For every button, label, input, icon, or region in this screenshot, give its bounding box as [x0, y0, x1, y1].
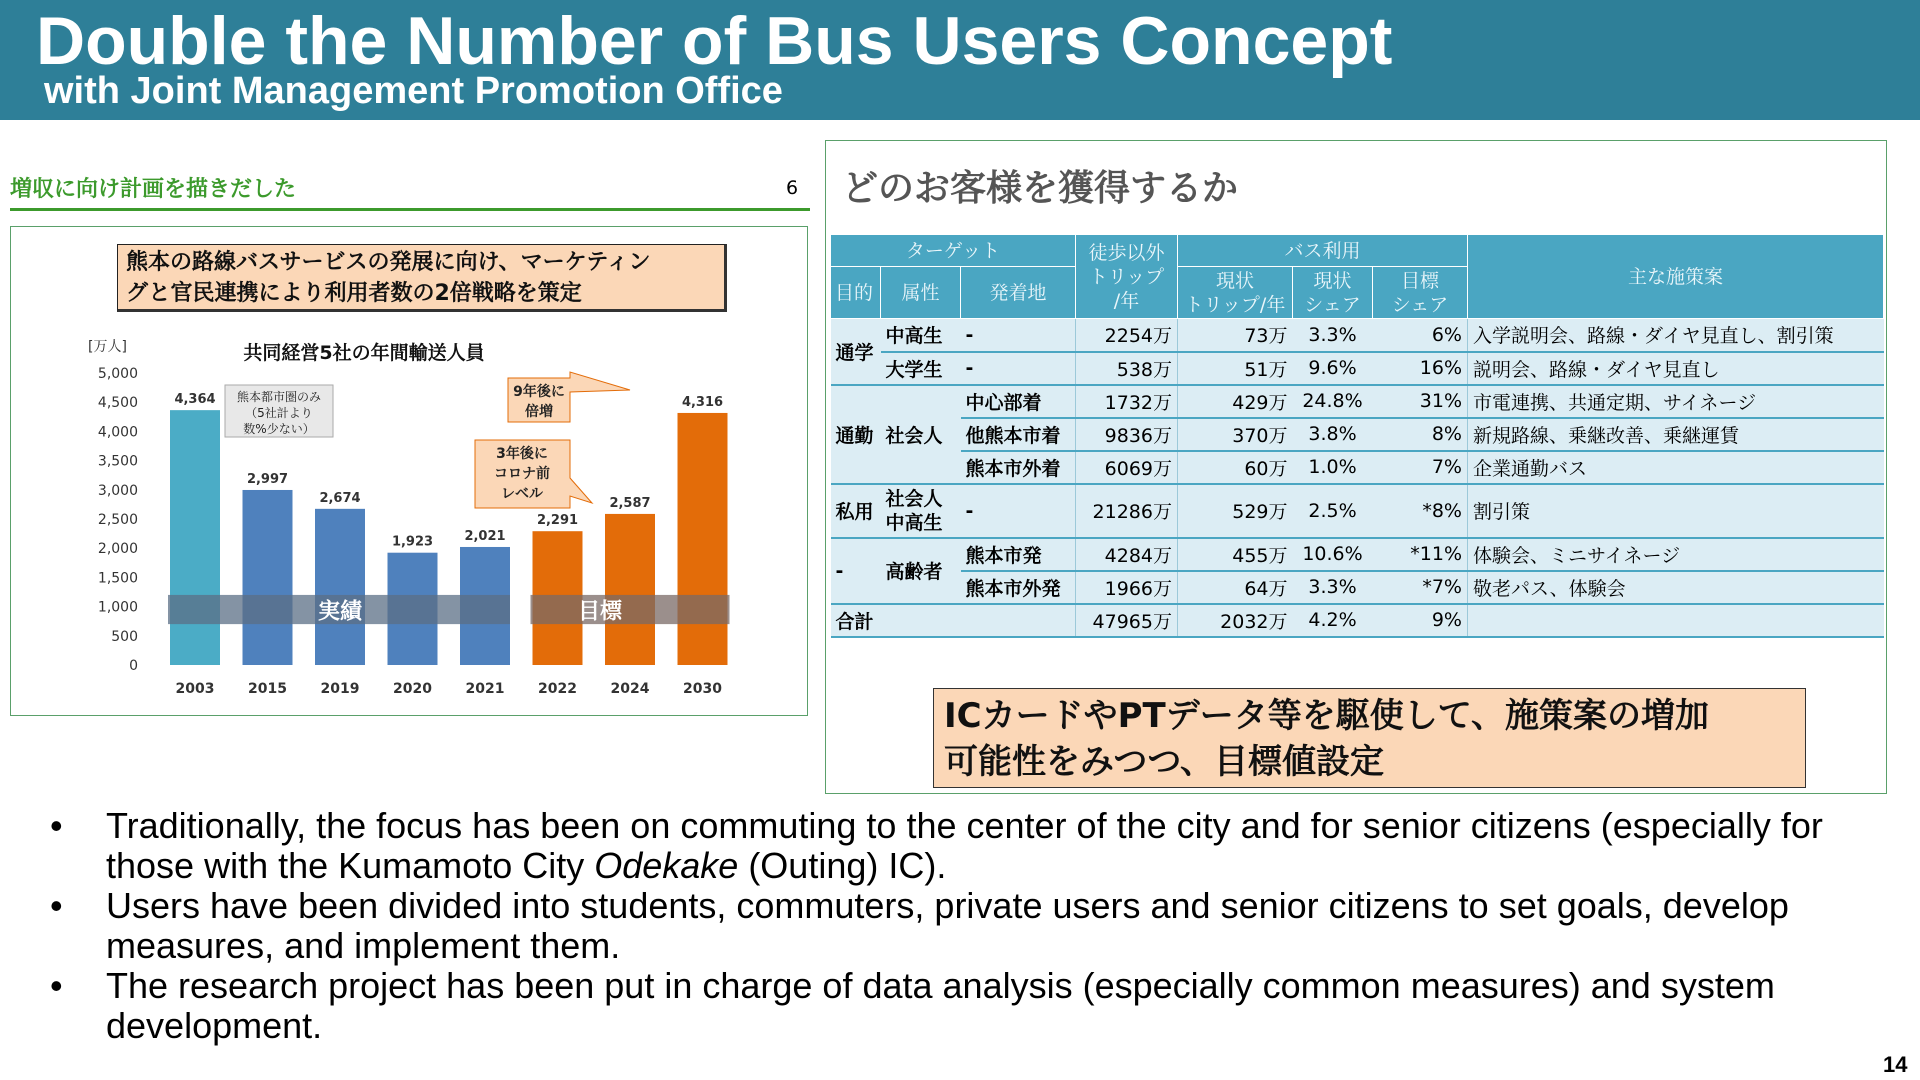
cell-goal: 31%: [1373, 385, 1468, 418]
cell-attr-private: [881, 484, 961, 538]
cell-cur-trips: 455万: [1178, 538, 1293, 571]
cell-cur-trips: 51万: [1178, 352, 1293, 385]
strategy-callout-line2: グと官民連携により利用者数の2倍戦略を策定: [126, 281, 582, 306]
y-tick-label: 500: [111, 628, 138, 645]
cell-measures: 入学説明会、路線・ダイヤ見直し、割引策: [1468, 319, 1884, 352]
chart-title: 共同経営5社の年間輸送人員: [243, 342, 485, 364]
cell-cur-share: 3.3%: [1293, 571, 1373, 604]
th-current-trips-l1: 現状: [1215, 269, 1254, 292]
note2003-line: 熊本都市圏のみ: [236, 390, 322, 404]
band-target-label: 目標: [577, 599, 623, 625]
left-panel-heading: 増収に向け計画を描きだした: [10, 177, 297, 202]
cell-purpose-work: 通勤: [831, 385, 881, 484]
cell-cur-trips: 2032万: [1178, 604, 1293, 637]
cell-measures: 新規路線、乗継改善、乗継運賃: [1468, 418, 1884, 451]
cell-dest: -: [961, 352, 1076, 385]
bullet-item: [48, 886, 1888, 966]
cell-cur-share: 3.8%: [1293, 418, 1373, 451]
th-bus-use: バス利用: [1178, 235, 1468, 267]
cell-measures: 企業通勤バス: [1468, 451, 1884, 484]
cell-attr-senior: 高齢者: [881, 538, 961, 604]
cell-dest: 熊本市発: [961, 538, 1076, 571]
th-goal-share: [1373, 267, 1468, 319]
cell-trips: 6069万: [1076, 451, 1178, 484]
bullet-1-italic: Odekake: [594, 845, 739, 886]
cell-cur-share: 2.5%: [1293, 484, 1373, 538]
th-current-trips: [1178, 267, 1293, 319]
slide-subtitle: with Joint Management Promotion Office: [44, 70, 783, 112]
cell-cur-trips: 73万: [1178, 319, 1293, 352]
th-current-share-l2: シェア: [1304, 293, 1361, 316]
y-tick-label: 2,500: [97, 512, 138, 528]
th-target: ターゲット: [831, 235, 1076, 267]
note2003-line: （5社計より: [245, 406, 313, 420]
cell-dest: -: [961, 319, 1076, 352]
cell-cur-trips: 64万: [1178, 571, 1293, 604]
table-row: [831, 538, 1884, 571]
cell-trips: 1966万: [1076, 571, 1178, 604]
cell-goal: *11%: [1373, 538, 1468, 571]
cell-goal: *8%: [1373, 484, 1468, 538]
target-setting-callout: [933, 688, 1806, 788]
band-target: [531, 595, 730, 624]
th-current-share: [1293, 267, 1373, 319]
bar-value-label: 1,923: [391, 534, 434, 550]
bar-value-label: 2,674: [319, 490, 361, 506]
note-3years: [494, 445, 550, 502]
th-goal-share-l2: シェア: [1391, 293, 1449, 316]
cell-cur-trips: 60万: [1178, 451, 1293, 484]
table-row: [831, 385, 1884, 418]
cell-purpose-private: 私用: [831, 484, 881, 538]
note3-line: コロナ前: [494, 466, 550, 482]
th-goal-share-l1: 目標: [1400, 269, 1439, 292]
cell-trips: 2254万: [1076, 319, 1178, 352]
cell-trips: 21286万: [1076, 484, 1178, 538]
cell-goal: *7%: [1373, 571, 1468, 604]
y-tick-label: 5,000: [97, 366, 138, 382]
ridership-bar-chart: [60, 330, 750, 706]
bullet-item: [48, 966, 1888, 1046]
strategy-callout: [117, 244, 727, 312]
cell-cur-trips: 370万: [1178, 418, 1293, 451]
strategy-callout-line1: 熊本の路線バスサービスの発展に向け、マーケティン: [126, 250, 651, 275]
bar-value-label: 4,316: [681, 394, 724, 410]
bullet-dot: •: [50, 965, 63, 1006]
x-category-label: 2030: [683, 681, 722, 697]
cell-attr-private-l1: 社会人: [885, 487, 943, 510]
bullet-1-text: Traditionally, the focus has been on commuting to the center of the city and for senior citizens (especially for those with the Kumamoto City: [106, 805, 1823, 886]
cell-dest: 他熊本市着: [961, 418, 1076, 451]
table-row-total: [831, 604, 1884, 637]
note3-line: 3年後に: [496, 446, 548, 462]
table-row: [831, 571, 1884, 604]
y-tick-label: 1,500: [97, 570, 138, 587]
cell-attr-work: 社会人: [881, 385, 961, 484]
th-attribute: 属性: [881, 267, 961, 319]
cell-measures: 市電連携、共通定期、サイネージ: [1468, 385, 1884, 418]
th-current-trips-l2: トリップ/年: [1184, 293, 1286, 316]
target-setting-callout-line1: ICカードやPTデータ等を駆使して、施策案の増加: [944, 696, 1710, 736]
note9-line: 倍増: [525, 404, 553, 420]
x-category-label: 2003: [175, 681, 215, 697]
x-category-label: 2020: [393, 681, 432, 697]
x-category-label: 2019: [320, 681, 360, 697]
right-panel-heading: どのお客様を獲得するか: [842, 168, 1239, 209]
cell-goal: 6%: [1373, 319, 1468, 352]
x-category-label: 2021: [465, 681, 505, 697]
x-category-label: 2024: [610, 681, 650, 697]
cell-trips: 9836万: [1076, 418, 1178, 451]
cell-dest: 熊本市外発: [961, 571, 1076, 604]
target-setting-callout-line2: 可能性をみつつ、目標値設定: [944, 742, 1384, 782]
th-current-share-l1: 現状: [1313, 269, 1352, 292]
th-purpose: 目的: [831, 267, 881, 319]
slide-title: Double the Number of Bus Users Concept: [36, 3, 1393, 79]
cell-attr: 中高生: [881, 319, 961, 352]
left-heading-underline: [10, 208, 810, 211]
note2003-line: 数%少ない）: [243, 422, 315, 436]
y-tick-label: 4,000: [97, 424, 138, 441]
cell-goal: 8%: [1373, 418, 1468, 451]
cell-trips: 538万: [1076, 352, 1178, 385]
th-destination: 発着地: [961, 267, 1076, 319]
note-2003: [237, 389, 321, 436]
cell-measures: [1468, 604, 1884, 637]
target-customer-table: [830, 234, 1884, 638]
bar-2015: [243, 490, 293, 665]
bullet-item: [48, 806, 1888, 886]
cell-dest: 中心部着: [961, 385, 1076, 418]
cell-purpose-dash: -: [831, 538, 881, 604]
table-row: [831, 352, 1884, 385]
cell-attr: 大学生: [881, 352, 961, 385]
bar-value-label: 2,997: [246, 471, 289, 487]
table-row: [831, 484, 1884, 538]
bar-value-label: 2,021: [464, 528, 506, 544]
table-row: [831, 319, 1884, 352]
th-non-walk-l2: トリップ: [1088, 265, 1165, 288]
title-banner: [0, 0, 1920, 120]
bar-2030: [678, 413, 728, 665]
x-category-label: 2015: [248, 681, 287, 697]
cell-goal: 9%: [1373, 604, 1468, 637]
th-measures: 主な施策案: [1468, 235, 1884, 319]
cell-measures: 体験会、ミニサイネージ: [1468, 538, 1884, 571]
cell-cur-trips: 429万: [1178, 385, 1293, 418]
bar-value-label: 2,291: [536, 513, 579, 529]
cell-purpose-school: 通学: [831, 319, 881, 385]
cell-cur-share: 9.6%: [1293, 352, 1373, 385]
y-tick-label: 3,000: [97, 482, 138, 499]
cell-trips: 4284万: [1076, 538, 1178, 571]
bar-value-label: 4,364: [174, 392, 216, 408]
cell-cur-share: 3.3%: [1293, 319, 1373, 352]
slide-number: 14: [1883, 1052, 1908, 1077]
cell-dest: -: [961, 484, 1076, 538]
y-tick-label: 2,000: [97, 541, 138, 558]
cell-measures: 割引策: [1468, 484, 1884, 538]
cell-dest: 熊本市外着: [961, 451, 1076, 484]
bullet-2-text: Users have been divided into students, commuters, private users and senior citizens to set goals, develop measures, and implement them.: [106, 885, 1789, 966]
cell-cur-trips: 529万: [1178, 484, 1293, 538]
cell-goal: 7%: [1373, 451, 1468, 484]
bar-value-label: 2,587: [609, 495, 651, 511]
note9-line: 9年後に: [513, 384, 565, 400]
cell-cur-share: 24.8%: [1293, 385, 1373, 418]
cell-cur-share: 10.6%: [1293, 538, 1373, 571]
table-row: [831, 451, 1884, 484]
band-actual-label: 実績: [317, 599, 363, 625]
y-tick-label: 3,500: [97, 453, 138, 470]
bullet-list: [48, 806, 1888, 1046]
cell-total-label: 合計: [831, 604, 1076, 637]
cell-cur-share: 1.0%: [1293, 451, 1373, 484]
cell-trips: 47965万: [1076, 604, 1178, 637]
cell-measures: 敬老パス、体験会: [1468, 571, 1884, 604]
cell-measures: 説明会、路線・ダイヤ見直し: [1468, 352, 1884, 385]
cell-cur-share: 4.2%: [1293, 604, 1373, 637]
bullet-dot: •: [50, 805, 63, 846]
left-panel-page-number: 6: [786, 177, 799, 199]
cell-goal: 16%: [1373, 352, 1468, 385]
bar-2024: [605, 514, 655, 665]
table-row: [831, 418, 1884, 451]
bullet-3-text: The research project has been put in charge of data analysis (especially common measures) and system development.: [106, 965, 1775, 1046]
y-tick-label: 0: [129, 658, 138, 674]
bullet-dot: •: [50, 885, 63, 926]
bar-2003: [170, 410, 220, 665]
note3-line: レベル: [501, 486, 543, 502]
cell-trips: 1732万: [1076, 385, 1178, 418]
th-non-walk-l3: /年: [1113, 289, 1140, 312]
bullet-1-text-end: (Outing) IC).: [738, 845, 947, 886]
chart-y-unit: [万人]: [88, 339, 127, 355]
y-tick-label: 4,500: [97, 395, 138, 412]
cell-attr-private-l2: 中高生: [885, 511, 943, 534]
y-tick-label: 1,000: [97, 599, 138, 616]
x-category-label: 2022: [538, 681, 577, 697]
bar-2019: [315, 509, 365, 665]
th-non-walk-l1: 徒歩以外: [1088, 241, 1165, 264]
th-non-walk-trips: [1076, 235, 1178, 319]
